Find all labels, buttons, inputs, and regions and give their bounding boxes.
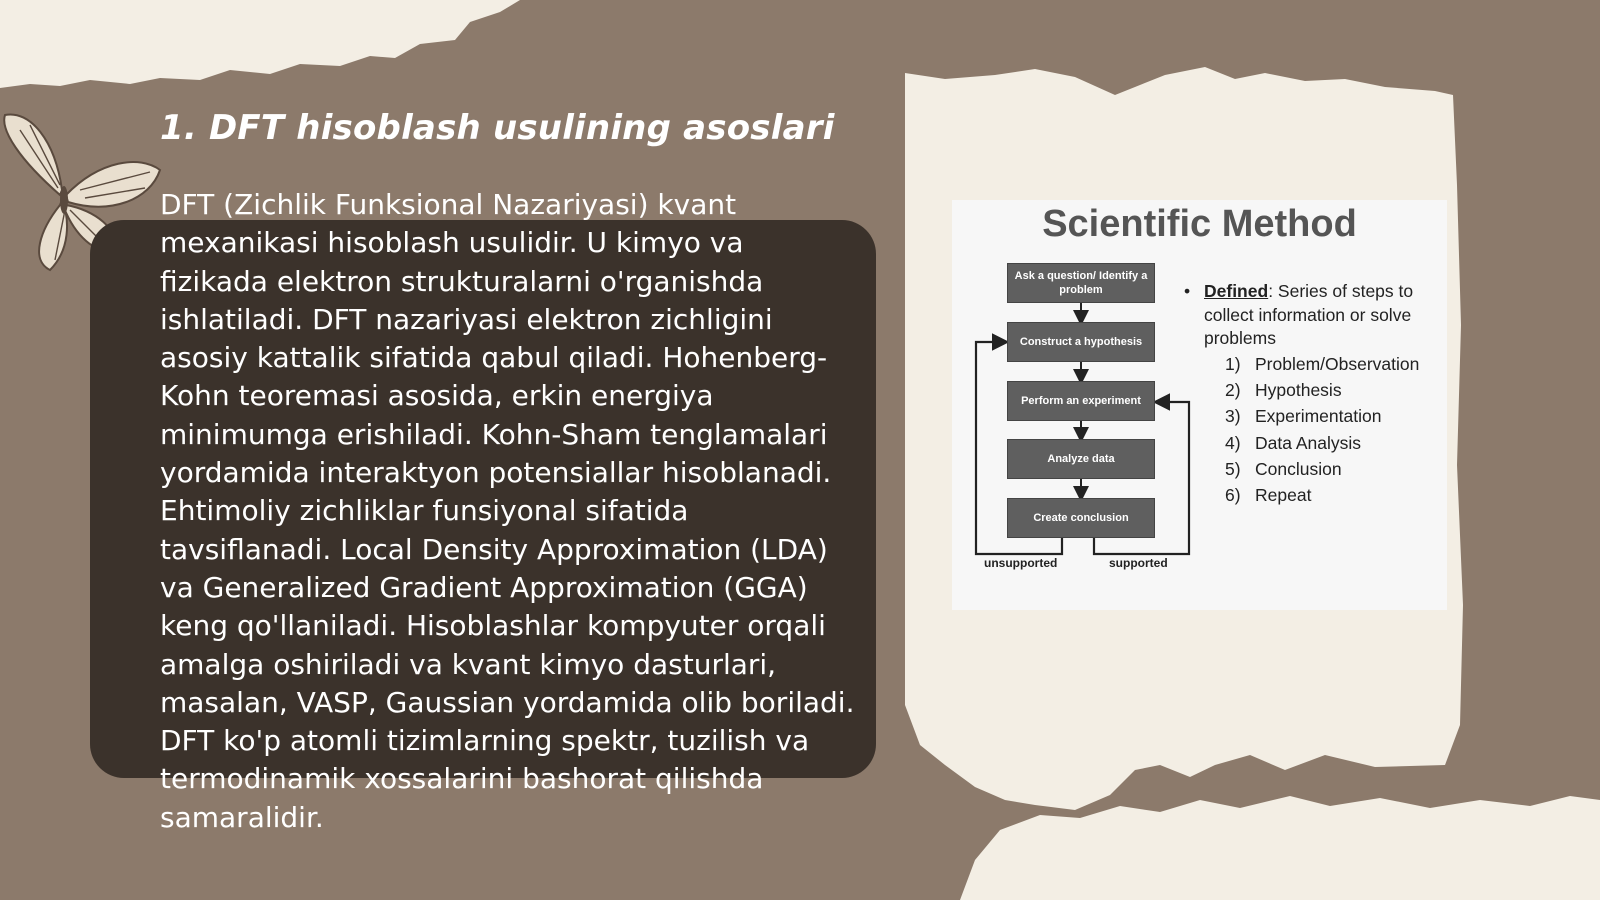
flow-step-hypothesis: Construct a hypothesis — [1007, 322, 1155, 362]
method-step: 1) Problem/Observation — [1225, 354, 1420, 374]
figure-title: Scientific Method — [1042, 203, 1357, 245]
definition-bullet — [1184, 280, 1436, 351]
method-step: 6) Repeat — [1225, 484, 1312, 505]
method-step: 3) Experimentation — [1225, 406, 1382, 427]
method-steps-list — [1225, 351, 1419, 508]
method-step: 2) Hypothesis — [1225, 380, 1342, 401]
bullet-dot: • — [1184, 281, 1191, 301]
flow-step-ask-question: Ask a question/ Identify a problem — [1007, 263, 1155, 303]
method-step: 5) Conclusion — [1225, 458, 1342, 479]
scientific-method-figure — [952, 200, 1447, 610]
method-step: 4) Data Analysis — [1225, 432, 1362, 453]
slide-title: 1. DFT hisoblash usulining asoslari — [160, 108, 835, 148]
branch-label-supported: supported — [1109, 556, 1168, 570]
flow-step-analyze: Analyze data — [1007, 439, 1155, 479]
slide-body-text: DFT (Zichlik Funksional Nazariyasi) kvant mexanikasi hisoblash usulidir. U kimyo va fizikada elektron strukturalarni o'rganishda ishlatiladi. DFT nazariyasi elektron zichligini asosiy kattalik sifatida qabul qiladi. Hohenberg-Kohn teoremasi asosida, erkin energiya minimumga erishiladi. Kohn-Sham tenglamalari yordamida interaktyon potensiallar hisoblanadi. Ehtimoliy zichliklar funsiyonal sifatida tavsiflanadi. Local Density Approximation (LDA) va Generalized Gradient Approximation (GGA) keng qo'llaniladi. Hisoblashlar kompyuter orqali amalga oshiriladi va kvant kimyo dasturlari, masalan, VASP, Gaussian yordamida olib boriladi. DFT ko'p atomli tizimlarning spektr, tuzilish va termodinamik xossalarini bashorat qilishda samaralidir. — [160, 188, 855, 834]
defined-term: Defined — [1204, 281, 1269, 301]
branch-label-unsupported: unsupported — [984, 556, 1058, 570]
flow-step-conclusion: Create conclusion — [1007, 498, 1155, 538]
defined-text: : Series of steps to collect information or solve problems — [1204, 281, 1414, 348]
flow-step-experiment: Perform an experiment — [1007, 381, 1155, 421]
